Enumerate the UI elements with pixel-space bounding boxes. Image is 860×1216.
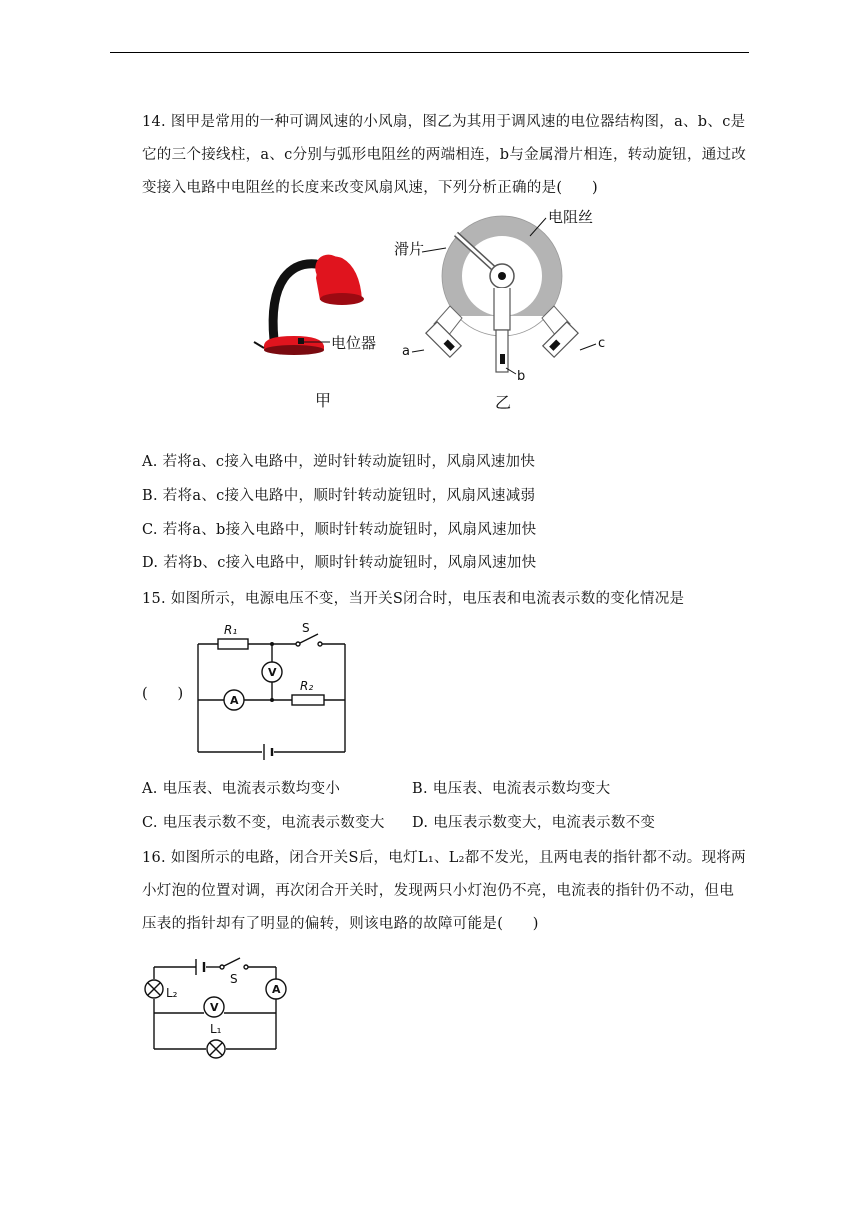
q15-option-d: D. 电压表示数变大，电流表示数不变 [412,815,656,831]
lamp-l1-label: L₁ [210,1022,222,1036]
q16-circuit-diagram [140,955,310,1065]
figure-yi-label: 乙 [495,393,512,412]
q15-line-1: 15. 如图所示，电源电压不变，当开关S闭合时，电压表和电流表示数的变化情况是 [142,591,685,607]
q14-line-2: 它的三个接线柱，a、c分别与弧形电阻丝的两端相连，b与金属滑片相连，转动旋钮，通过改 [142,147,747,163]
figure-desk-lamp [250,238,390,408]
potentiometer-label: 电位器 [331,334,377,352]
q16-line-3: 压表的指针却有了明显的偏转，则该电路的故障可能是( ) [142,916,539,932]
q15-option-a: A. 电压表、电流表示数均变小 [142,781,341,797]
slider-label: 滑片 [394,240,425,258]
header-rule [110,52,749,53]
figure-jia-label: 甲 [315,391,332,410]
q15-option-c: C. 电压表示数不变，电流表示数变大 [142,815,385,831]
q16-line-1: 16. 如图所示的电路，闭合开关S后，电灯L₁、L₂都不发光，且两电表的指针都不动。现将两 [142,850,746,866]
terminal-a-label: a [402,344,410,359]
r2-label: R₂ [300,679,314,693]
q14-option-d: D. 若将b、c接入电路中，顺时针转动旋钮时，风扇风速加快 [142,555,537,571]
q14-line-1: 14. 图甲是常用的一种可调风速的小风扇，图乙为其用于调风速的电位器结构图，a、b、c是 [142,114,746,130]
q15-answer-paren: ( ) [142,686,184,702]
q14-line-3: 变接入电路中电阻丝的长度来改变风扇风速，下列分析正确的是( ) [142,180,598,196]
switch-s-label: S [302,621,310,635]
resistance-wire-label: 电阻丝 [548,208,594,226]
r1-label: R₁ [224,623,238,637]
figure-potentiometer-structure [380,200,630,410]
voltmeter-symbol: V [268,666,277,679]
ammeter-symbol: A [230,694,239,707]
lamp-l2-label: L₂ [166,986,178,1000]
q14-option-c: C. 若将a、b接入电路中，顺时针转动旋钮时，风扇风速加快 [142,522,537,538]
q14-option-b: B. 若将a、c接入电路中，顺时针转动旋钮时，风扇风速减弱 [142,488,536,504]
q14-option-a: A. 若将a、c接入电路中，逆时针转动旋钮时，风扇风速加快 [142,454,536,470]
terminal-c-label: c [598,336,606,351]
q16-switch-label: S [230,972,238,986]
q15-option-b: B. 电压表、电流表示数均变大 [412,781,611,797]
q16-line-2: 小灯泡的位置对调，再次闭合开关时，发现两只小灯泡仍不亮，电流表的指针仍不动，但电 [142,883,734,899]
q16-ammeter-symbol: A [272,983,281,996]
q16-voltmeter-symbol: V [210,1001,219,1014]
terminal-b-label: b [517,369,526,384]
q15-circuit-diagram [190,620,355,760]
